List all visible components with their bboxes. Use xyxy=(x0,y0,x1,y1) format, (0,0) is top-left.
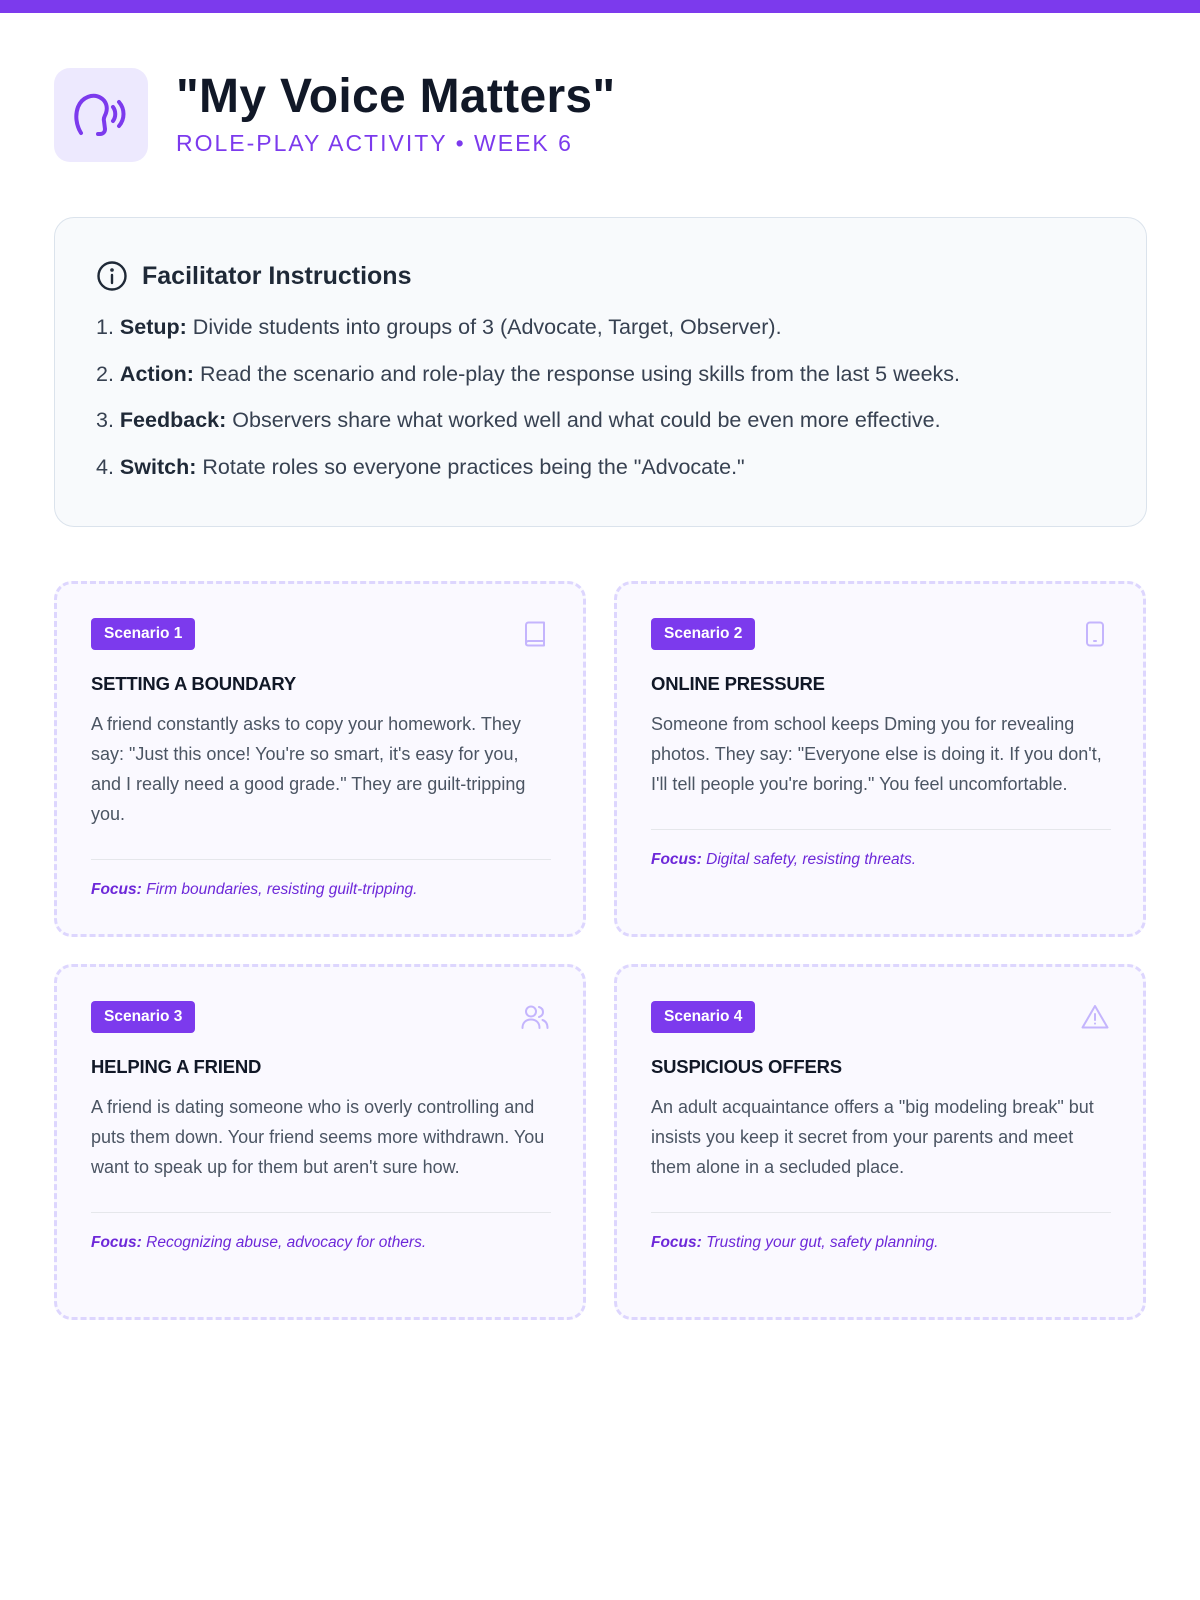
page-subtitle: ROLE-PLAY ACTIVITY • WEEK 6 xyxy=(176,129,573,156)
instructions-list xyxy=(96,304,1106,490)
page-header xyxy=(54,68,616,162)
focus-label: Focus: xyxy=(651,1234,702,1251)
instructions-title: Facilitator Instructions xyxy=(142,261,412,290)
facilitator-instructions-panel xyxy=(54,217,1147,527)
instruction-number: 2. xyxy=(96,361,114,386)
focus-text: Recognizing abuse, advocacy for others. xyxy=(146,1234,427,1251)
scenario-description: A friend is dating someone who is overly controlling and puts them down. Your friend seems more withdrawn. You want to speak up for them but aren't sure how. xyxy=(91,1097,545,1177)
scenario-heading: HELPING A FRIEND xyxy=(91,1056,262,1077)
scenario-card-4 xyxy=(614,964,1146,1320)
speaking-head-icon xyxy=(73,89,129,141)
instruction-item xyxy=(96,351,1106,398)
instruction-item xyxy=(96,444,1106,491)
instruction-number: 3. xyxy=(96,408,114,432)
instruction-number: 4. xyxy=(96,454,114,479)
divider xyxy=(91,1212,551,1213)
scenario-heading: SETTING A BOUNDARY xyxy=(91,673,297,694)
info-icon xyxy=(96,260,128,292)
instruction-item xyxy=(96,304,1106,351)
page-title: "My Voice Matters" xyxy=(176,69,616,123)
focus-label: Focus: xyxy=(91,1234,142,1251)
divider xyxy=(651,1212,1111,1213)
instruction-label: Action: xyxy=(119,361,194,386)
scenario-badge: Scenario 3 xyxy=(91,1001,195,1033)
instruction-label: Switch: xyxy=(119,454,197,479)
scenario-card-1 xyxy=(54,581,586,937)
focus-label: Focus: xyxy=(91,881,142,898)
logo xyxy=(54,68,148,162)
focus-text: Trusting your gut, safety planning. xyxy=(706,1234,939,1251)
scenario-focus xyxy=(91,1234,549,1252)
divider xyxy=(651,829,1111,830)
instruction-label: Setup: xyxy=(119,315,187,339)
scenario-heading: ONLINE PRESSURE xyxy=(651,673,825,694)
instruction-text: Read the scenario and role-play the response using skills from the last 5 weeks. xyxy=(199,361,961,386)
scenario-card-3 xyxy=(54,964,586,1320)
divider xyxy=(91,859,551,860)
instruction-text: Divide students into groups of 3 (Advocate, Target, Observer). xyxy=(192,315,782,339)
scenario-badge: Scenario 1 xyxy=(91,618,195,650)
focus-label: Focus: xyxy=(651,851,702,868)
scenario-focus xyxy=(651,851,1109,869)
scenario-description: An adult acquaintance offers a "big modeling break" but insists you keep it secret from your parents and meet them alone in a secluded place. xyxy=(651,1097,1094,1177)
scenario-description: A friend constantly asks to copy your homework. They say: "Just this once! You're so smart, it's easy for you, and I really need a good grade." They are guilt-tripping you. xyxy=(91,714,526,824)
scenario-focus xyxy=(91,881,549,899)
instruction-item xyxy=(96,397,1106,444)
phone-icon xyxy=(1081,620,1109,648)
scenario-badge: Scenario 4 xyxy=(651,1001,755,1033)
focus-text: Digital safety, resisting threats. xyxy=(706,851,917,868)
users-icon xyxy=(521,1003,549,1031)
instruction-text: Observers share what worked well and what could be even more effective. xyxy=(232,408,941,432)
scenario-badge: Scenario 2 xyxy=(651,618,755,650)
scenario-heading: SUSPICIOUS OFFERS xyxy=(651,1056,842,1077)
warning-icon xyxy=(1081,1003,1109,1031)
focus-text: Firm boundaries, resisting guilt-tripping. xyxy=(146,881,418,898)
instruction-text: Rotate roles so everyone practices being the "Advocate." xyxy=(202,454,745,479)
scenario-card-2 xyxy=(614,581,1146,937)
top-accent-bar xyxy=(0,0,1200,13)
book-icon xyxy=(521,620,549,648)
instruction-label: Feedback: xyxy=(119,408,227,432)
scenario-focus xyxy=(651,1234,1109,1252)
instruction-number: 1. xyxy=(96,315,114,339)
scenario-description: Someone from school keeps Dming you for revealing photos. They say: "Everyone else is doing it. If you don't, I'll tell people you're boring." You feel uncomfortable. xyxy=(651,714,1102,794)
